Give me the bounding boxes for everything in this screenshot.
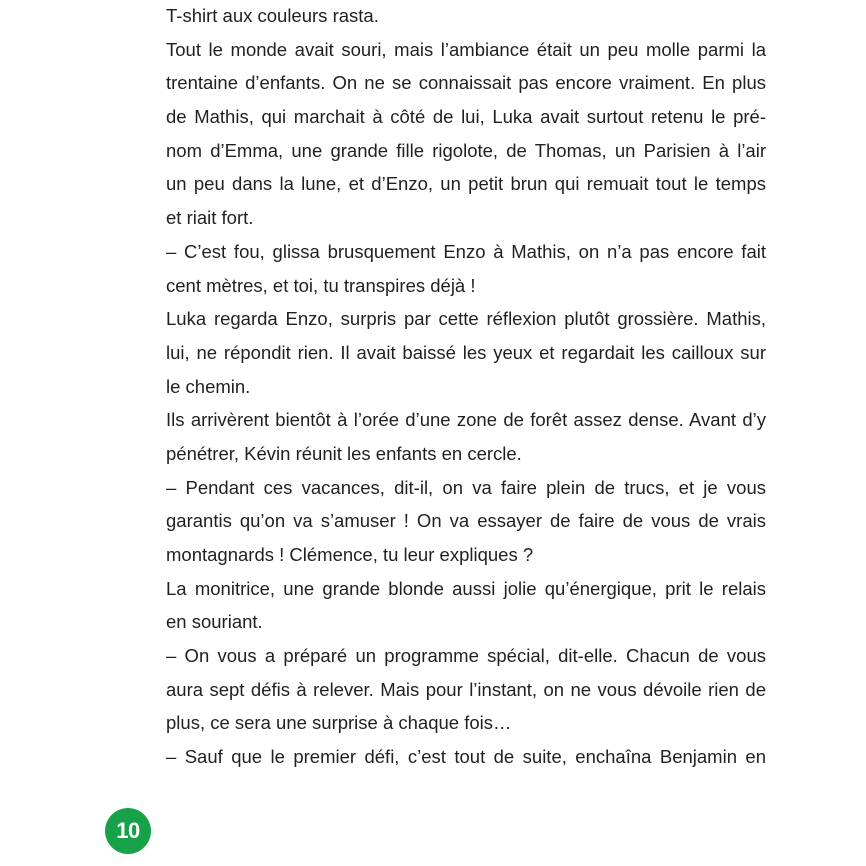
- text-line: le chemin.: [166, 375, 251, 397]
- text-line: un peu dans la lune, et d’Enzo, un petit brun qui remuait tout le temps: [166, 173, 766, 195]
- page-number-badge: [105, 808, 151, 854]
- page-number-label: 10: [116, 818, 140, 843]
- text-line: nom d’Emma, une grande fille rigolote, de Thomas, un Parisien à l’air: [166, 139, 766, 161]
- text-line: – C’est fou, glissa brusquement Enzo à Mathis, on n’a pas encore fait: [166, 240, 766, 262]
- text-line: Luka regarda Enzo, surpris par cette réflexion plutôt grossière. Mathis,: [166, 308, 766, 330]
- text-line: La monitrice, une grande blonde aussi jolie qu’énergique, prit le relais: [166, 577, 766, 599]
- text-line: Ils arrivèrent bientôt à l’orée d’une zone de forêt assez dense. Avant d’y: [166, 409, 766, 431]
- text-line: Tout le monde avait souri, mais l’ambiance était un peu molle parmi la: [166, 38, 766, 60]
- text-line: lui, ne répondit rien. Il avait baissé les yeux et regardait les cailloux sur: [166, 341, 766, 363]
- body-text: [166, 0, 766, 774]
- text-line: – Sauf que le premier défi, c’est tout de suite, enchaîna Benjamin en: [166, 746, 766, 768]
- text-line: plus, ce sera une surprise à chaque fois…: [166, 712, 512, 734]
- text-line: en souriant.: [166, 611, 263, 633]
- text-line: de Mathis, qui marchait à côté de lui, Luka avait surtout retenu le pré-: [166, 106, 766, 128]
- text-line: T-shirt aux couleurs rasta.: [166, 5, 379, 26]
- text-line: et riait fort.: [166, 207, 254, 229]
- text-line: – Pendant ces vacances, dit-il, on va faire plein de trucs, et je vous: [166, 476, 766, 498]
- text-line: trentaine d’enfants. On ne se connaissait pas encore vraiment. En plus: [166, 72, 766, 94]
- text-line: cent mètres, et toi, tu transpires déjà !: [166, 274, 476, 296]
- text-line: garantis qu’on va s’amuser ! On va essayer de faire de vous de vrais: [166, 510, 766, 532]
- text-line: – On vous a préparé un programme spécial, dit-elle. Chacun de vous: [166, 645, 766, 667]
- text-line: montagnards ! Clémence, tu leur expliques ?: [166, 544, 534, 565]
- text-line: pénétrer, Kévin réunit les enfants en cercle.: [166, 442, 522, 464]
- text-line: aura sept défis à relever. Mais pour l’instant, on ne vous dévoile rien de: [166, 678, 766, 700]
